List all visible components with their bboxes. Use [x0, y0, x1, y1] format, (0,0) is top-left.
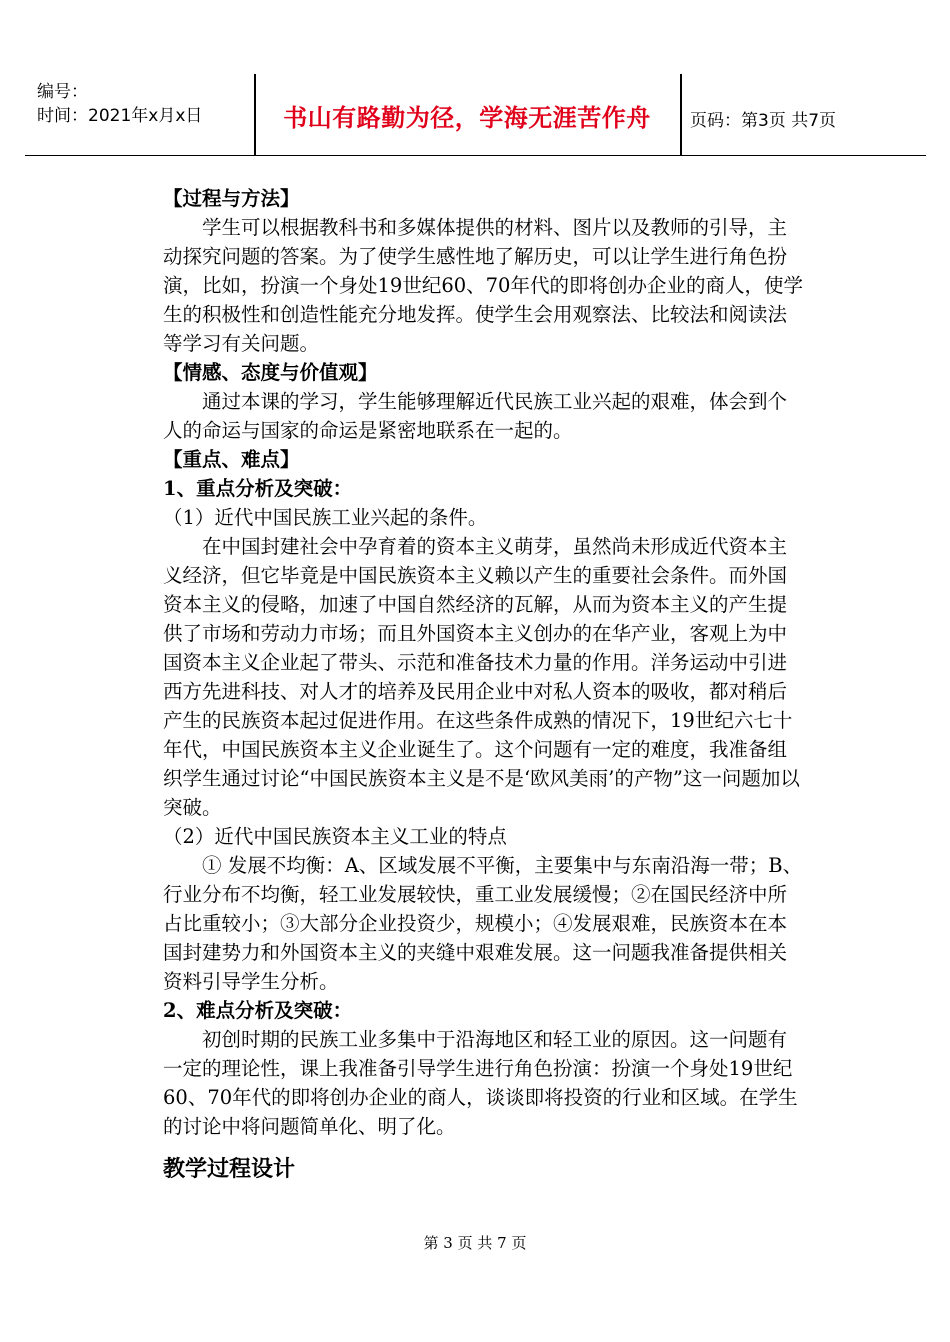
header-divider [680, 74, 682, 155]
subheading-conditions: （1）近代中国民族工业兴起的条件。 [163, 506, 488, 529]
document-header [25, 0, 926, 156]
heading-emotion-values: 【情感、态度与价值观】 [163, 361, 378, 384]
heading-key-analysis: 1、重点分析及突破： [163, 477, 353, 500]
paragraph-emotion-values: 通过本课的学习，学生能够理解近代民族工业兴起的艰难，体会到个人的命运与国家的命运是紧密地联系在一起的。 [163, 390, 788, 442]
header-motto: 书山有路勤为径，学海无涯苦作舟 [283, 104, 651, 132]
paragraph-conditions: 在中国封建社会中孕育着的资本主义萌芽，虽然尚未形成近代资本主义经济，但它毕竟是中国民族资本主义赖以产生的重要社会条件。而外国资本主义的侵略，加速了中国自然经济的瓦解，从而为资本主义的产生提供了市场和劳动力市场；而且外国资本主义创办的在华产业，客观上为中国资本主义企业起了带头、示范和准备技术力量的作用。洋务运动中引进西方先进科技、对人才的培养及民用企业中对私人资本的吸收，都对稍后产生的民族资本起过促进作用。在这些条件成熟的情况下，19世纪六七十年代，中国民族资本主义企业诞生了。这个问题有一定的难度，我准备组织学生通过讨论“中国民族资本主义是不是‘欧风美雨’的产物”这一问题加以突破。 [163, 535, 800, 819]
paragraph-process-method: 学生可以根据教科书和多媒体提供的材料、图片以及教师的引导，主动探究问题的答案。为了使学生感性地了解历史，可以让学生进行角色扮演，比如，扮演一个身处19世纪60、70年代的即将创办企业的商人，使学生的积极性和创造性能充分地发挥。使学生会用观察法、比较法和阅读法等学习有关问题。 [163, 216, 803, 355]
document-body [163, 184, 803, 1184]
time-label: 时间：2021年x月x日 [37, 106, 203, 126]
number-label: 编号： [37, 82, 88, 102]
subheading-features: （2）近代中国民族资本主义工业的特点 [163, 825, 507, 848]
heading-difficulty-analysis: 2、难点分析及突破： [163, 999, 353, 1022]
heading-process-method: 【过程与方法】 [163, 187, 300, 210]
header-divider [254, 74, 256, 155]
paragraph-difficulty: 初创时期的民族工业多集中于沿海地区和轻工业的原因。这一问题有一定的理论性，课上我准备引导学生进行角色扮演：扮演一个身处19世纪60、70年代的即将创办企业的商人，谈谈即将投资的行业和区域。在学生的讨论中将问题简单化、明了化。 [163, 1028, 798, 1138]
header-meta [37, 80, 202, 128]
section-title: 教学过程设计 [163, 1157, 296, 1182]
page-footer: 第 3 页 共 7 页 [423, 1234, 527, 1252]
paragraph-features: ① 发展不均衡：A、区域发展不平衡，主要集中与东南沿海一带；B、行业分布不均衡，轻工业发展较快，重工业发展缓慢；②在国民经济中所占比重较小；③大部分企业投资少，规模小；④发展艰难，民族资本在本国封建势力和外国资本主义的夹缝中艰难发展。这一问题我准备提供相关资料引导学生分析。 [163, 854, 803, 993]
heading-key-difficult: 【重点、难点】 [163, 448, 300, 471]
header-page-code: 页码：第3页 共7页 [690, 111, 837, 131]
